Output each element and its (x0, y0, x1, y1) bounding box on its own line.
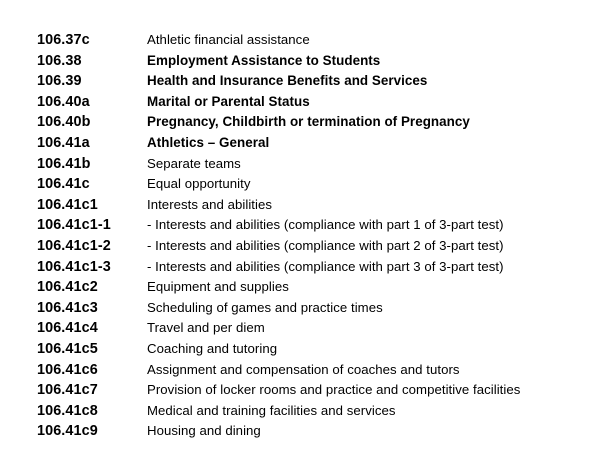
section-description: Athletic financial assistance (147, 32, 310, 47)
section-description: Medical and training facilities and services (147, 402, 396, 418)
section-description: Equipment and supplies (147, 279, 289, 295)
regulation-code-list (37, 30, 597, 442)
list-item (37, 51, 597, 72)
list-item (37, 215, 597, 236)
section-code: 106.41c2 (37, 279, 98, 296)
section-code: 106.41a (37, 134, 90, 151)
section-description: Housing and dining (147, 423, 261, 439)
list-item (37, 318, 597, 339)
section-code: 106.40a (37, 93, 90, 110)
section-description: Scheduling of games and practice times (147, 299, 383, 315)
list-item (37, 421, 597, 442)
list-item (37, 174, 597, 195)
section-description: - Interests and abilities (compliance with part 3 of 3-part test) (147, 258, 504, 274)
section-code: 106.39 (37, 73, 82, 90)
list-item (37, 257, 597, 278)
section-description: Coaching and tutoring (147, 340, 278, 356)
list-item (37, 380, 597, 401)
list-item (37, 112, 597, 133)
list-item (37, 298, 597, 319)
section-description: Athletics – General (147, 134, 270, 150)
section-description: Separate teams (147, 155, 241, 171)
section-description: Assignment and compensation of coaches and tutors (147, 361, 460, 377)
list-item (37, 277, 597, 298)
section-description: Travel and per diem (147, 320, 265, 336)
list-item (37, 154, 597, 175)
section-description: - Interests and abilities (compliance with part 1 of 3-part test) (147, 217, 504, 233)
section-code: 106.41c9 (37, 423, 98, 440)
section-code: 106.38 (37, 52, 82, 69)
list-item (37, 133, 597, 154)
section-description: Pregnancy, Childbirth or termination of Pregnancy (147, 114, 470, 130)
section-code: 106.41c4 (37, 320, 98, 337)
section-description: Provision of locker rooms and practice and competitive facilities (147, 382, 521, 398)
section-code: 106.41c8 (37, 402, 98, 419)
list-item (37, 339, 597, 360)
list-item (37, 71, 597, 92)
section-code: 106.37c (37, 32, 90, 48)
section-code: 106.41c (37, 176, 90, 193)
section-code: 106.41c1-2 (37, 237, 111, 254)
list-item (37, 92, 597, 113)
section-description: Equal opportunity (147, 176, 251, 192)
section-description: Marital or Parental Status (147, 93, 310, 109)
section-code: 106.41c1-1 (37, 217, 111, 234)
section-description: Employment Assistance to Students (147, 52, 381, 68)
section-code: 106.41c5 (37, 340, 98, 357)
section-code: 106.41c1 (37, 196, 98, 213)
section-code: 106.41c1-3 (37, 258, 111, 275)
list-item (37, 195, 597, 216)
list-item (37, 360, 597, 381)
section-code: 106.41c3 (37, 299, 98, 316)
section-description: - Interests and abilities (compliance with part 2 of 3-part test) (147, 237, 504, 253)
section-code: 106.41c7 (37, 382, 98, 399)
section-description: Interests and abilities (147, 196, 273, 212)
section-code: 106.41c6 (37, 361, 98, 378)
list-item (37, 30, 597, 51)
section-code: 106.40b (37, 114, 91, 131)
section-description: Health and Insurance Benefits and Services (147, 73, 428, 89)
section-code: 106.41b (37, 155, 91, 172)
list-item (37, 236, 597, 257)
list-item (37, 401, 597, 422)
